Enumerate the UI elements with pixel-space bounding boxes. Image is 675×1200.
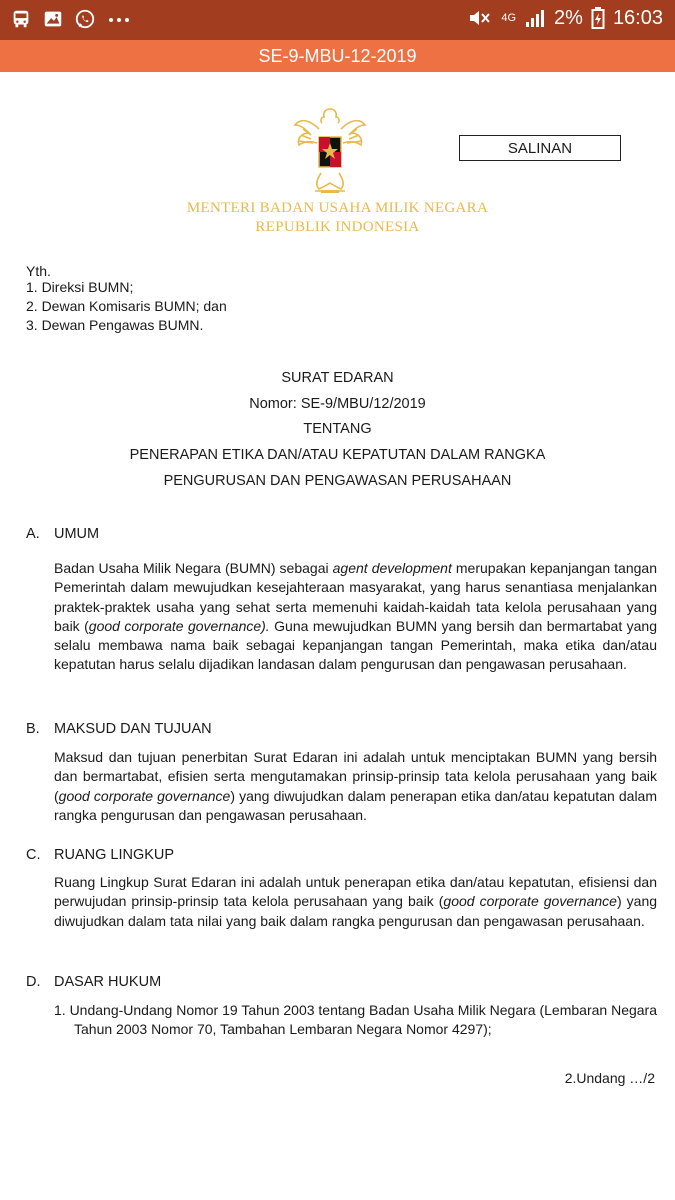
network-label: 4G	[501, 12, 517, 24]
recipient-3: 3. Dewan Pengawas BUMN.	[26, 317, 204, 333]
heading-subject-1: PENERAPAN ETIKA DAN/ATAU KEPATUTAN DALAM RANGKA	[129, 447, 546, 463]
section-letter: A.	[26, 526, 40, 542]
status-bar	[0, 0, 675, 40]
section-letter: D.	[26, 974, 41, 990]
section-d-heading	[26, 974, 161, 990]
section-title: RUANG LINGKUP	[54, 847, 175, 863]
heading-subject-2: PENGURUSAN DAN PENGAWASAN PERUSAHAAN	[163, 473, 512, 489]
section-a-heading	[26, 526, 99, 542]
section-c-heading	[26, 847, 174, 863]
section-letter: B.	[26, 721, 40, 737]
heading-tentang: TENTANG	[303, 421, 372, 437]
section-c-paragraph: Ruang Lingkup Surat Edaran ini adalah untuk penerapan etika dan/atau kepatutan, efisiensi dan perwujudan prinsip-prinsip tata kelola perusahaan yang baik (good corporate governance) yang diwujudkan dalam tata nilai yang baik dalam rangka pengurusan dan pengawasan perusahaan.	[54, 874, 658, 929]
section-b-heading	[26, 721, 212, 737]
document-title: SE-9-MBU-12-2019	[258, 46, 417, 66]
signal-icon	[524, 7, 546, 29]
more-icon	[106, 8, 132, 30]
section-a-paragraph: Badan Usaha Milik Negara (BUMN) sebagai agent development merupakan kepanjangan tangan Pemerintah dalam mewujudkan kesejahteraan masyarakat, yang harus senantiasa menjalankan praktek-praktek usaha yang sehat serta memenuhi kaidah-kaidah tata kelola perusahaan yang baik (good corporate governance). Guna mewujudkan BUMN yang bersih dan bermartabat yang selalu membawa nama baik sebagai kepanjangan tangan Pemerintah, maka etika dan/atau kepatutan harus selalu dijadikan landasan dalam pengurusan dan pengawasan perusahaan.	[54, 560, 658, 673]
image-icon	[42, 8, 64, 30]
heading-surat-edaran: SURAT EDARAN	[281, 370, 394, 386]
section-title: UMUM	[54, 526, 100, 542]
salinan-label: SALINAN	[507, 140, 573, 157]
mute-icon	[467, 6, 493, 30]
ministry-line-1: MENTERI BADAN USAHA MILIK NEGARA	[186, 200, 489, 216]
whatsapp-icon	[74, 8, 96, 30]
clock: 16:03	[612, 6, 663, 29]
ministry-line-2: REPUBLIK INDONESIA	[255, 219, 420, 235]
battery-icon	[591, 6, 605, 30]
recipient-2: 2. Dewan Komisaris BUMN; dan	[26, 298, 227, 314]
section-b-paragraph: Maksud dan tujuan penerbitan Surat Edaran ini adalah untuk menciptakan BUMN yang bersih dan bermartabat, efisien serta mengutamakan prinsip-prinsip tata kelola perusahaan yang baik (good corporate governance) yang diwujudkan dalam penerapan etika dan/atau kepatutan dalam rangka pengurusan dan pengawasan perusahaan.	[54, 749, 658, 823]
section-title: DASAR HUKUM	[54, 974, 162, 990]
recipient-1: 1. Direksi BUMN;	[26, 279, 134, 295]
legal-basis-item-1: 1. Undang-Undang Nomor 19 Tahun 2003 tentang Badan Usaha Milik Negara (Lembaran Negara Tahun 2003 Nomor 70, Tambahan Lembaran Negara Nomor 4297);	[54, 1002, 657, 1038]
heading-nomor: Nomor: SE-9/MBU/12/2019	[249, 396, 426, 412]
battery-percent: 2%	[554, 6, 583, 29]
salutation: Yth.	[26, 263, 51, 279]
page-continuation: 2.Undang …/2	[564, 1070, 655, 1086]
document-title-bar	[0, 40, 675, 72]
section-title: MAKSUD DAN TUJUAN	[54, 721, 212, 737]
section-letter: C.	[26, 847, 41, 863]
salinan-stamp	[459, 135, 621, 161]
garuda-emblem-icon	[291, 103, 369, 195]
bus-icon	[10, 8, 32, 30]
